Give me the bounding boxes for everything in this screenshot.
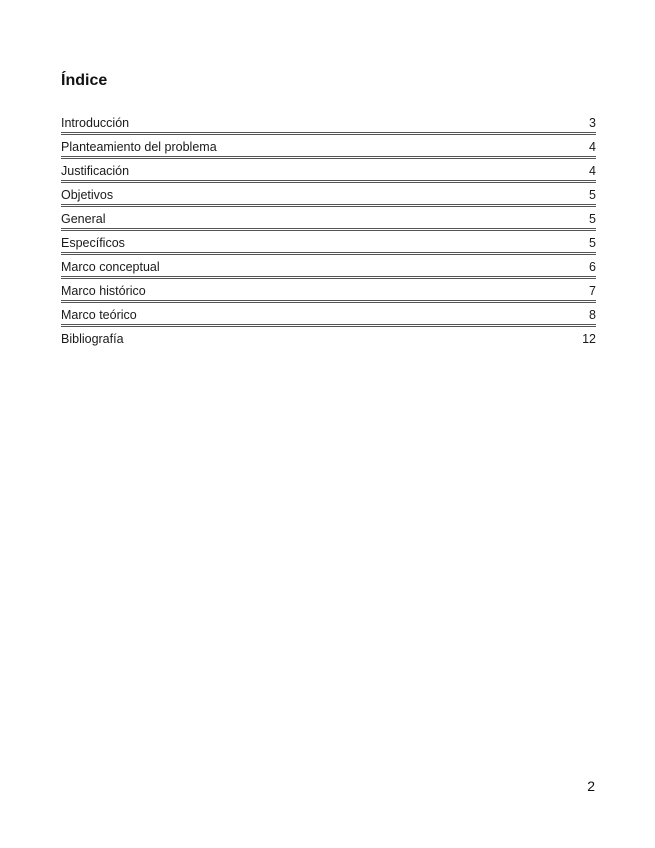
toc-entry-label: Bibliografía (61, 332, 124, 346)
toc-entry-page: 12 (582, 332, 596, 346)
toc-entry-marco-conceptual[interactable] (61, 255, 596, 279)
toc-entry-page: 4 (589, 140, 596, 154)
toc-entry-label: Marco histórico (61, 284, 146, 298)
toc-entry-label: Marco teórico (61, 308, 137, 322)
toc-entry-introduccion[interactable] (61, 111, 596, 135)
toc-entry-label: Específicos (61, 236, 125, 250)
toc-entry-label: Objetivos (61, 188, 114, 202)
toc-entry-page: 5 (589, 236, 596, 250)
toc-entry-justificacion[interactable] (61, 159, 596, 183)
toc-title: Índice (61, 72, 108, 89)
toc-entry-label: Planteamiento del problema (61, 140, 217, 154)
toc-entry-page: 6 (589, 260, 596, 274)
table-of-contents (61, 111, 596, 348)
toc-entry-bibliografia[interactable] (61, 327, 596, 348)
toc-entry-marco-historico[interactable] (61, 279, 596, 303)
toc-entry-page: 4 (589, 164, 596, 178)
toc-entry-label: Marco conceptual (61, 260, 160, 274)
toc-entry-planteamiento[interactable] (61, 135, 596, 159)
toc-entry-label: Justificación (61, 164, 130, 178)
toc-entry-especificos[interactable] (61, 231, 596, 255)
toc-entry-page: 3 (589, 116, 596, 130)
toc-entry-marco-teorico[interactable] (61, 303, 596, 327)
toc-entry-page: 8 (589, 308, 596, 322)
toc-entry-general[interactable] (61, 207, 596, 231)
toc-entry-page: 5 (589, 212, 596, 226)
toc-entry-objetivos[interactable] (61, 183, 596, 207)
page-number: 2 (587, 778, 595, 794)
toc-entry-page: 5 (589, 188, 596, 202)
toc-entry-label: Introducción (61, 116, 130, 130)
toc-entry-page: 7 (589, 284, 596, 298)
toc-entry-label: General (61, 212, 106, 226)
